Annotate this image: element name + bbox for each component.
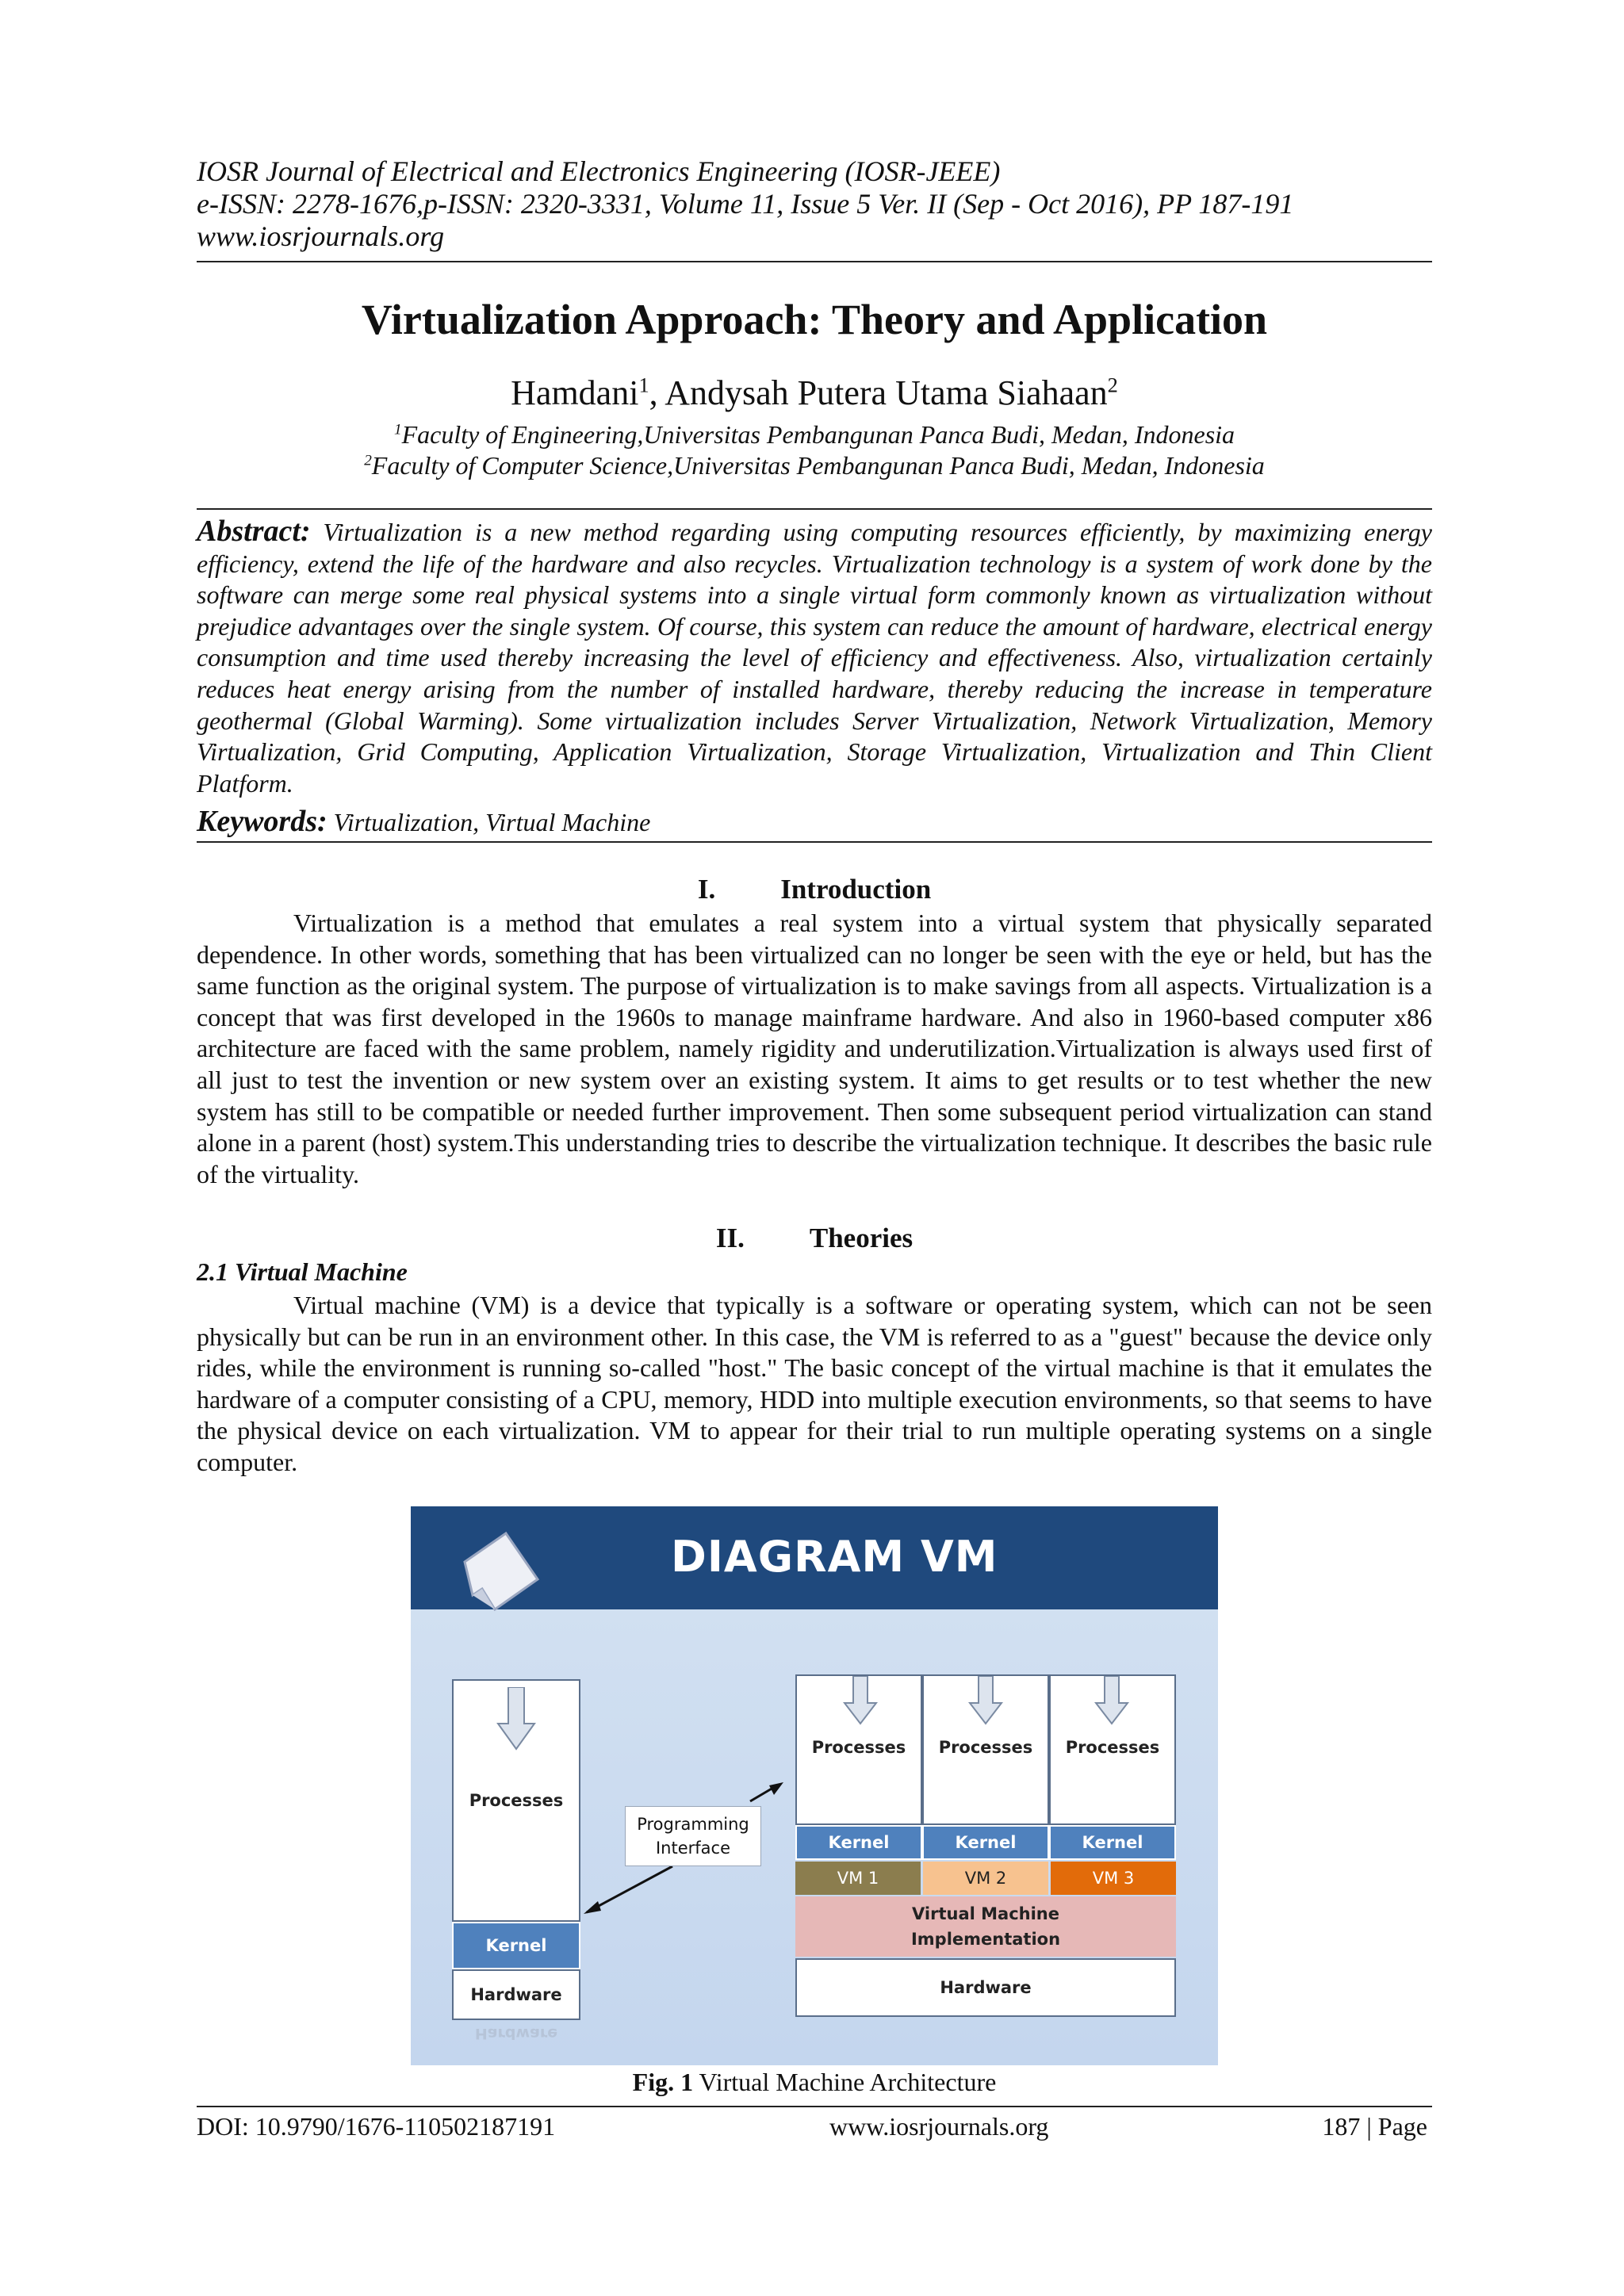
kernel-box-3 xyxy=(1049,1825,1176,1860)
affiliation-2 xyxy=(197,451,1432,480)
abstract-bottom-rule xyxy=(197,841,1432,843)
diagram-vm-figure xyxy=(411,1506,1218,2065)
author-separator: , xyxy=(649,373,665,412)
kernel-label-2: Kernel xyxy=(955,1833,1017,1852)
keywords xyxy=(197,804,1432,839)
kernel-box-1 xyxy=(795,1825,922,1860)
kernel-label-3: Kernel xyxy=(1082,1833,1143,1852)
vm-label-1: VM 1 xyxy=(837,1869,879,1888)
section-introduction-heading xyxy=(197,874,1432,905)
vm-box-1 xyxy=(795,1862,921,1895)
section-number: II. xyxy=(715,1223,745,1253)
section-title: Theories xyxy=(809,1223,914,1253)
keywords-text: Virtualization, Virtual Machine xyxy=(333,808,651,836)
virtual-machine-implementation-label: Virtual Machine Implementation xyxy=(910,1904,1061,1949)
programming-interface-callout xyxy=(625,1806,761,1866)
journal-name: IOSR Journal of Electrical and Electronics Engineering (IOSR-JEEE) xyxy=(197,155,1001,187)
left-kernel-label: Kernel xyxy=(485,1936,547,1955)
hardware-reflection-text: Hardware xyxy=(474,2025,558,2042)
abstract-top-rule xyxy=(197,508,1432,510)
paper-title: Virtualization Approach: Theory and Application xyxy=(361,296,1268,343)
author-2: Andysah Putera Utama Siahaan xyxy=(665,373,1108,412)
abstract-label: Abstract: xyxy=(197,515,311,548)
down-arrow-icon xyxy=(968,1676,1003,1725)
author-2-sup: 2 xyxy=(1107,373,1118,397)
footer-rule xyxy=(197,2106,1432,2107)
vm-label-2: VM 2 xyxy=(964,1869,1007,1888)
affiliation-1 xyxy=(197,420,1432,450)
diagram-title: DIAGRAM VM xyxy=(671,1532,998,1582)
section-number: I. xyxy=(697,874,716,905)
processes-label-3: Processes xyxy=(1065,1738,1160,1757)
section-theories-heading xyxy=(197,1223,1432,1254)
abstract xyxy=(197,516,1432,799)
affiliation-1-text: Faculty of Engineering,Universitas Pembangunan Panca Budi, Medan, Indonesia xyxy=(401,420,1235,449)
affiliation-2-sup: 2 xyxy=(364,452,372,469)
affiliation-1-sup: 1 xyxy=(393,421,402,438)
kernel-box-2 xyxy=(922,1825,1049,1860)
footer-doi[interactable]: DOI: 10.9790/1676-110502187191 xyxy=(197,2112,556,2141)
kernel-label-1: Kernel xyxy=(828,1833,890,1852)
vm-box-3 xyxy=(1051,1862,1176,1895)
header-rule xyxy=(197,261,1432,262)
footer-page-number: 187 | Page xyxy=(1322,2112,1427,2141)
figure-caption-text: Virtual Machine Architecture xyxy=(699,2068,997,2096)
keywords-label: Keywords: xyxy=(197,805,327,838)
right-hardware-label: Hardware xyxy=(940,1978,1032,1997)
abstract-text: Virtualization is a new method regarding using computing resources efficiently, by maximizing energy efficiency, extend the life of the hardware and also recycles. Virtualization technology is a system of work done by the software can merge some real physical systems into a single virtual form commonly known as virtualization without prejudice advantages over the single system. Of course, this system can reduce the amount of hardware, electrical energy consumption and time used thereby increasing the level of efficiency and effectiveness. Also, virtualization certainly reduces heat energy arising from the number of installed hardware, thereby reducing the increase in temperature geothermal (Global Warming). Some virtualization includes Server Virtualization, Network Virtualization, Memory Virtualization, Grid Computing, Application Virtualization, Storage Virtualization, Virtualization and Thin Client Platform. xyxy=(197,518,1432,798)
figure-caption-label: Fig. 1 xyxy=(632,2068,694,2096)
processes-label-2: Processes xyxy=(938,1738,1033,1757)
left-processes-label: Processes xyxy=(469,1791,564,1810)
right-hardware-box xyxy=(795,1958,1176,2017)
author-1-sup: 1 xyxy=(638,373,649,397)
journal-issn: e-ISSN: 2278-1676,p-ISSN: 2320-3331, Volume 11, Issue 5 Ver. II (Sep - Oct 2016), PP 187-191 xyxy=(197,188,1294,220)
footer-website[interactable]: www.iosrjournals.org xyxy=(829,2112,1049,2141)
introduction-paragraph: Virtualization is a method that emulates a real system into a virtual system that physically separated dependence. In other words, something that has been virtualized can no longer be seen with the eye or held, but has the same function as the original system. The purpose of virtualization is to make savings from all aspects. Virtualization is a concept that was first developed in the 1960s to manage mainframe hardware. And also in 1960-based computer x86 architecture are faced with the same problem, namely rigidity and underutilization.Virtualization is always used first of all just to test the invention or new system over an existing system. It aims to get results or to test whether the new system has still to be compatible or needed further improvement. Then some subsequent period virtualization can stand alone in a parent (host) system.This understanding tries to describe the virtualization technique. It describes the basic rule of the virtuality. xyxy=(197,909,1432,1188)
virtual-machine-paragraph: Virtual machine (VM) is a device that typically is a software or operating system, which can not be seen physically but can be run in an environment other. In this case, the VM is referred to as a "guest" because the device only rides, while the environment is running so-called "host." The basic concept of the virtual machine is that it emulates the hardware of a computer consisting of a CPU, memory, HDD into multiple execution environments, so that seems to have the physical device on each virtualization. VM to appear for their trial to run multiple operating systems on a single computer. xyxy=(197,1291,1432,1476)
left-hardware-label: Hardware xyxy=(470,1985,562,2004)
authors xyxy=(197,373,1432,413)
journal-website[interactable]: www.iosrjournals.org xyxy=(197,220,445,252)
down-arrow-icon xyxy=(843,1676,878,1725)
vm-box-2 xyxy=(923,1862,1048,1895)
virtual-machine-implementation-box xyxy=(795,1896,1176,1957)
section-title: Introduction xyxy=(780,874,932,905)
affiliation-2-text: Faculty of Computer Science,Universitas Pembangunan Panca Budi, Medan, Indonesia xyxy=(371,451,1265,480)
subsection-virtual-machine: 2.1 Virtual Machine xyxy=(197,1257,408,1286)
vm-label-3: VM 3 xyxy=(1092,1869,1135,1888)
down-arrow-icon xyxy=(1094,1676,1129,1725)
author-1: Hamdani xyxy=(511,373,639,412)
programming-interface-label: Programming Interface xyxy=(637,1815,749,1858)
figure-caption xyxy=(197,2068,1432,2097)
processes-label-1: Processes xyxy=(811,1738,906,1757)
